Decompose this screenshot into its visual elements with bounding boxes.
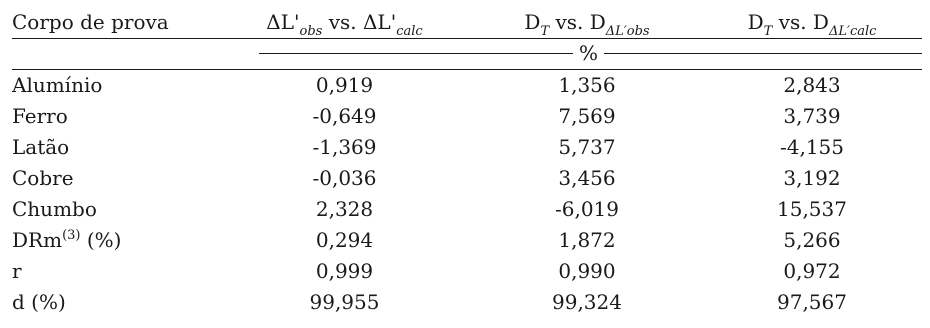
header-symbol: D (524, 10, 541, 34)
cell-value: 3,739 (783, 104, 841, 128)
header-subscript: T (540, 24, 550, 39)
cell-value: 5,737 (558, 135, 616, 159)
table-row (12, 256, 922, 287)
cell-value: 0,990 (558, 259, 616, 283)
header-subscript: T (763, 24, 773, 39)
table-body (12, 70, 922, 318)
table-row (12, 287, 922, 318)
cell-value: 99,955 (309, 290, 380, 314)
table-row (12, 70, 922, 101)
header-vs: vs. (549, 10, 590, 34)
table-row (12, 101, 922, 132)
unit-label: % (573, 40, 604, 66)
cell-value: 15,537 (777, 197, 847, 221)
row-label: Ferro (12, 104, 68, 128)
footnote-marker: (3) (62, 228, 81, 243)
row-label: Alumínio (12, 73, 103, 97)
header-symbol: D (747, 10, 764, 34)
row-label: Chumbo (12, 197, 97, 221)
header-symbol: D (812, 10, 829, 34)
row-label: d (%) (12, 290, 66, 314)
cell-value: 7,569 (558, 104, 616, 128)
cell-value: 97,567 (777, 290, 847, 314)
header-subscript: ΔL′calc (828, 24, 877, 39)
header-subscript: ΔL′obs (605, 24, 650, 39)
cell-value: 3,456 (558, 166, 616, 190)
cell-value: 0,972 (783, 259, 841, 283)
row-label: r (12, 259, 22, 283)
row-label: Cobre (12, 166, 74, 190)
header-symbol: D (589, 10, 606, 34)
results-table (12, 0, 922, 38)
header-label: Corpo de prova (12, 10, 169, 34)
cell-value: 99,324 (552, 290, 622, 314)
table-header-row (12, 0, 922, 38)
header-subscript: calc (396, 24, 423, 39)
row-label: Latão (12, 135, 70, 159)
header-rule (12, 38, 922, 39)
cell-value: 3,192 (783, 166, 841, 190)
cell-value: 0,999 (315, 259, 374, 283)
cell-value: -1,369 (312, 135, 377, 159)
header-symbol: ΔL' (266, 10, 300, 34)
cell-value: -0,036 (312, 166, 377, 190)
table-row (12, 163, 922, 194)
cell-value: 0,919 (315, 73, 374, 97)
header-vs: vs. (322, 10, 363, 34)
cell-value: 1,356 (558, 73, 616, 97)
header-symbol: ΔL' (362, 10, 397, 34)
table-row (12, 132, 922, 163)
table-row (12, 225, 922, 256)
header-subscript: obs (299, 24, 323, 39)
row-label-drm (12, 225, 217, 256)
row-label-unit: (%) (80, 228, 122, 252)
cell-value: 2,328 (315, 197, 374, 221)
cell-value: -0,649 (312, 104, 377, 128)
cell-value: 2,843 (783, 73, 841, 97)
cell-value: 1,872 (558, 228, 616, 252)
table-row (12, 194, 922, 225)
cell-value: -4,155 (779, 135, 844, 159)
cell-value: 5,266 (783, 228, 841, 252)
cell-value: -6,019 (554, 197, 619, 221)
row-label-text: DRm (12, 228, 63, 252)
header-vs: vs. (772, 10, 813, 34)
unit-span-row (12, 40, 922, 68)
cell-value: 0,294 (315, 228, 374, 252)
